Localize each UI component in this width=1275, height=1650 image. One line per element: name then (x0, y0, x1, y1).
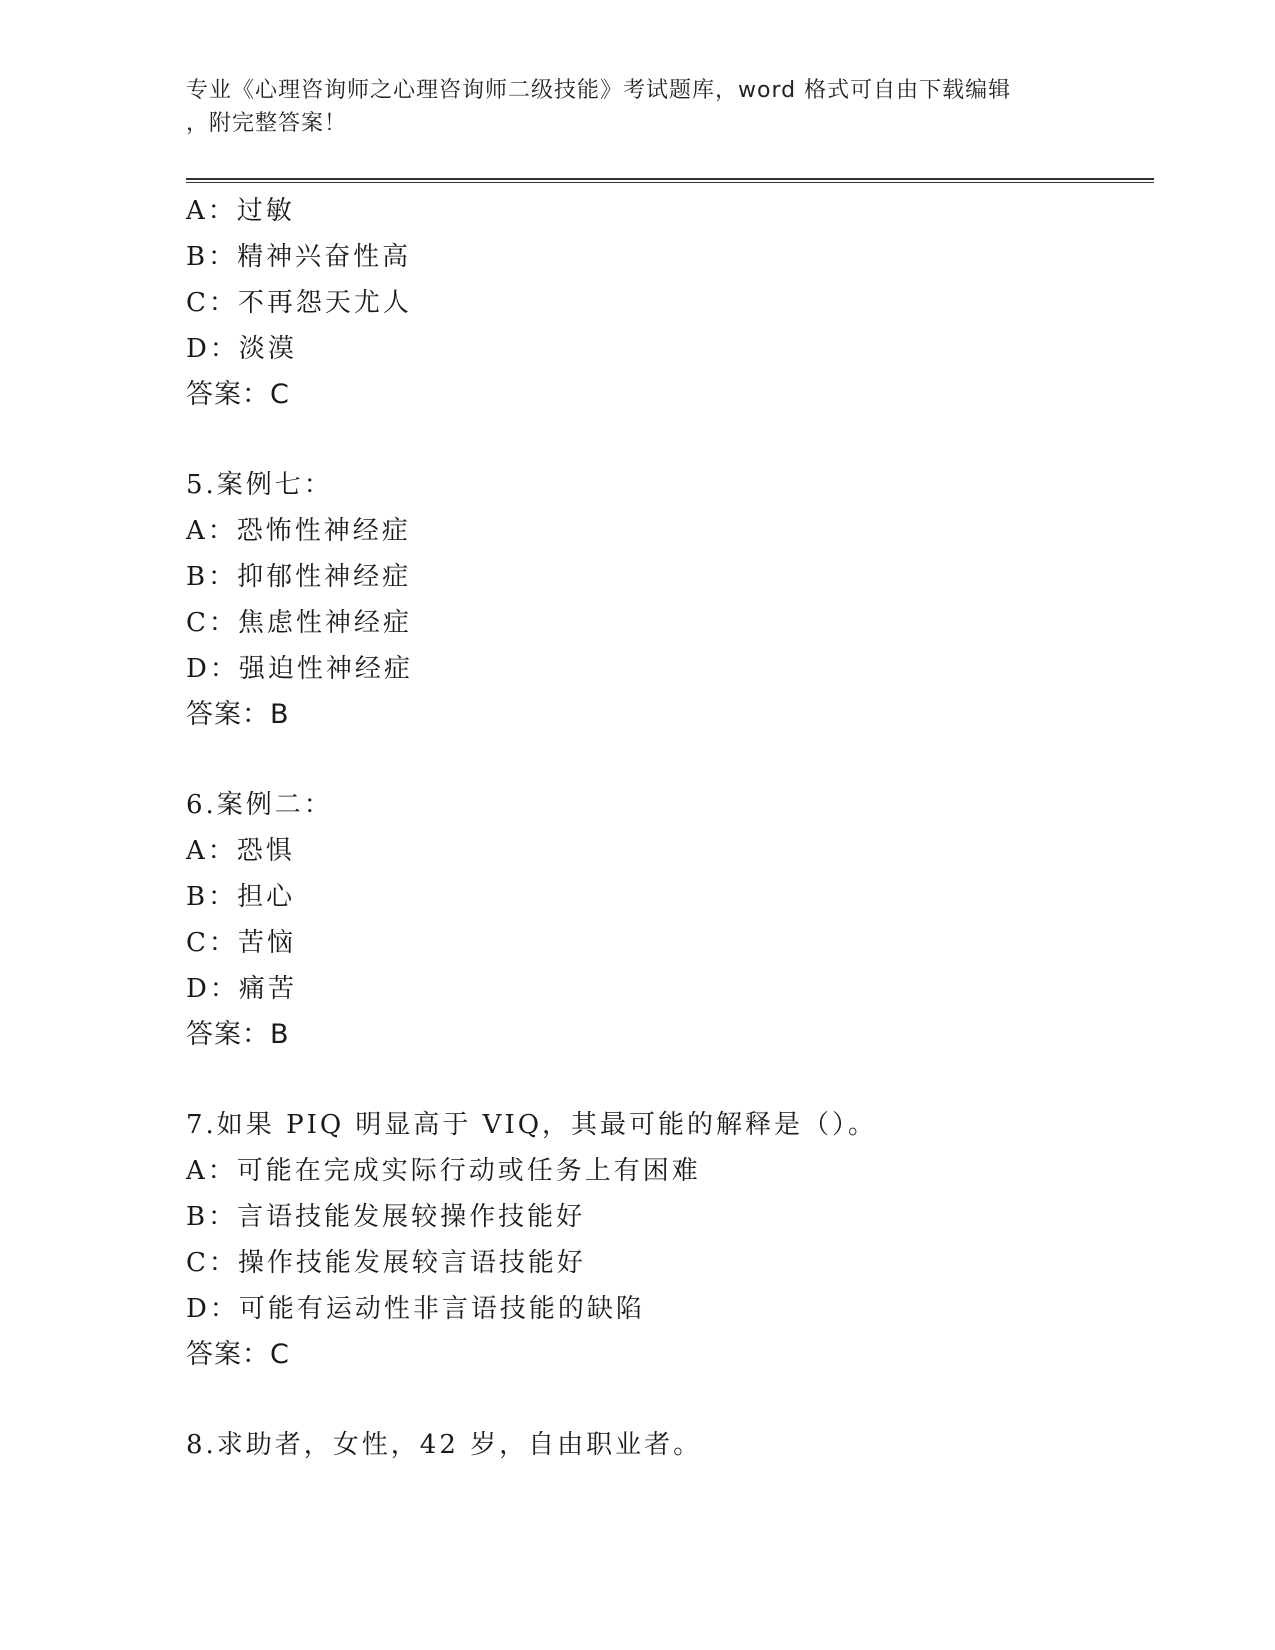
option-c: C：操作技能发展较言语技能好 (186, 1248, 586, 1278)
option-d: D：痛苦 (186, 974, 297, 1004)
option-b: B：言语技能发展较操作技能好 (186, 1202, 586, 1232)
option-d: D：淡漠 (186, 334, 297, 364)
option-d: D：强迫性神经症 (186, 654, 413, 684)
header-divider (186, 178, 1154, 183)
option-c: C：焦虑性神经症 (186, 608, 412, 638)
option-a: A：恐惧 (186, 836, 295, 866)
option-d: D：可能有运动性非言语技能的缺陷 (186, 1294, 645, 1324)
option-b: B：抑郁性神经症 (186, 562, 412, 592)
question-7 (186, 1102, 1154, 1378)
question-6 (186, 782, 1154, 1058)
question-stem: 8.求助者，女性，42 岁，自由职业者。 (186, 1430, 703, 1460)
option-b: B：担心 (186, 882, 296, 912)
answer: 答案：B (186, 1019, 290, 1050)
header-line-2: ，附完整答案！ (186, 111, 348, 136)
document-header (186, 74, 1086, 140)
question-4 (186, 188, 1154, 418)
question-stem: 5.案例七： (186, 470, 333, 500)
option-a: A：过敏 (186, 196, 295, 226)
option-c: C：不再怨天尤人 (186, 288, 412, 318)
question-5 (186, 462, 1154, 738)
answer: 答案：B (186, 699, 290, 730)
question-stem: 6.案例二： (186, 790, 333, 820)
question-8 (186, 1422, 1154, 1468)
answer: 答案：C (186, 379, 290, 410)
question-list (186, 188, 1154, 1468)
option-c: C：苦恼 (186, 928, 296, 958)
header-line-1: 专业《心理咨询师之心理咨询师二级技能》考试题库，word 格式可自由下载编辑 (186, 78, 1012, 103)
option-a: A：恐怖性神经症 (186, 516, 411, 546)
option-a: A：可能在完成实际行动或任务上有困难 (186, 1156, 701, 1186)
question-stem: 7.如果 PIQ 明显高于 VIQ，其最可能的解释是（）。 (186, 1110, 878, 1140)
answer: 答案：C (186, 1339, 290, 1370)
option-b: B：精神兴奋性高 (186, 242, 412, 272)
